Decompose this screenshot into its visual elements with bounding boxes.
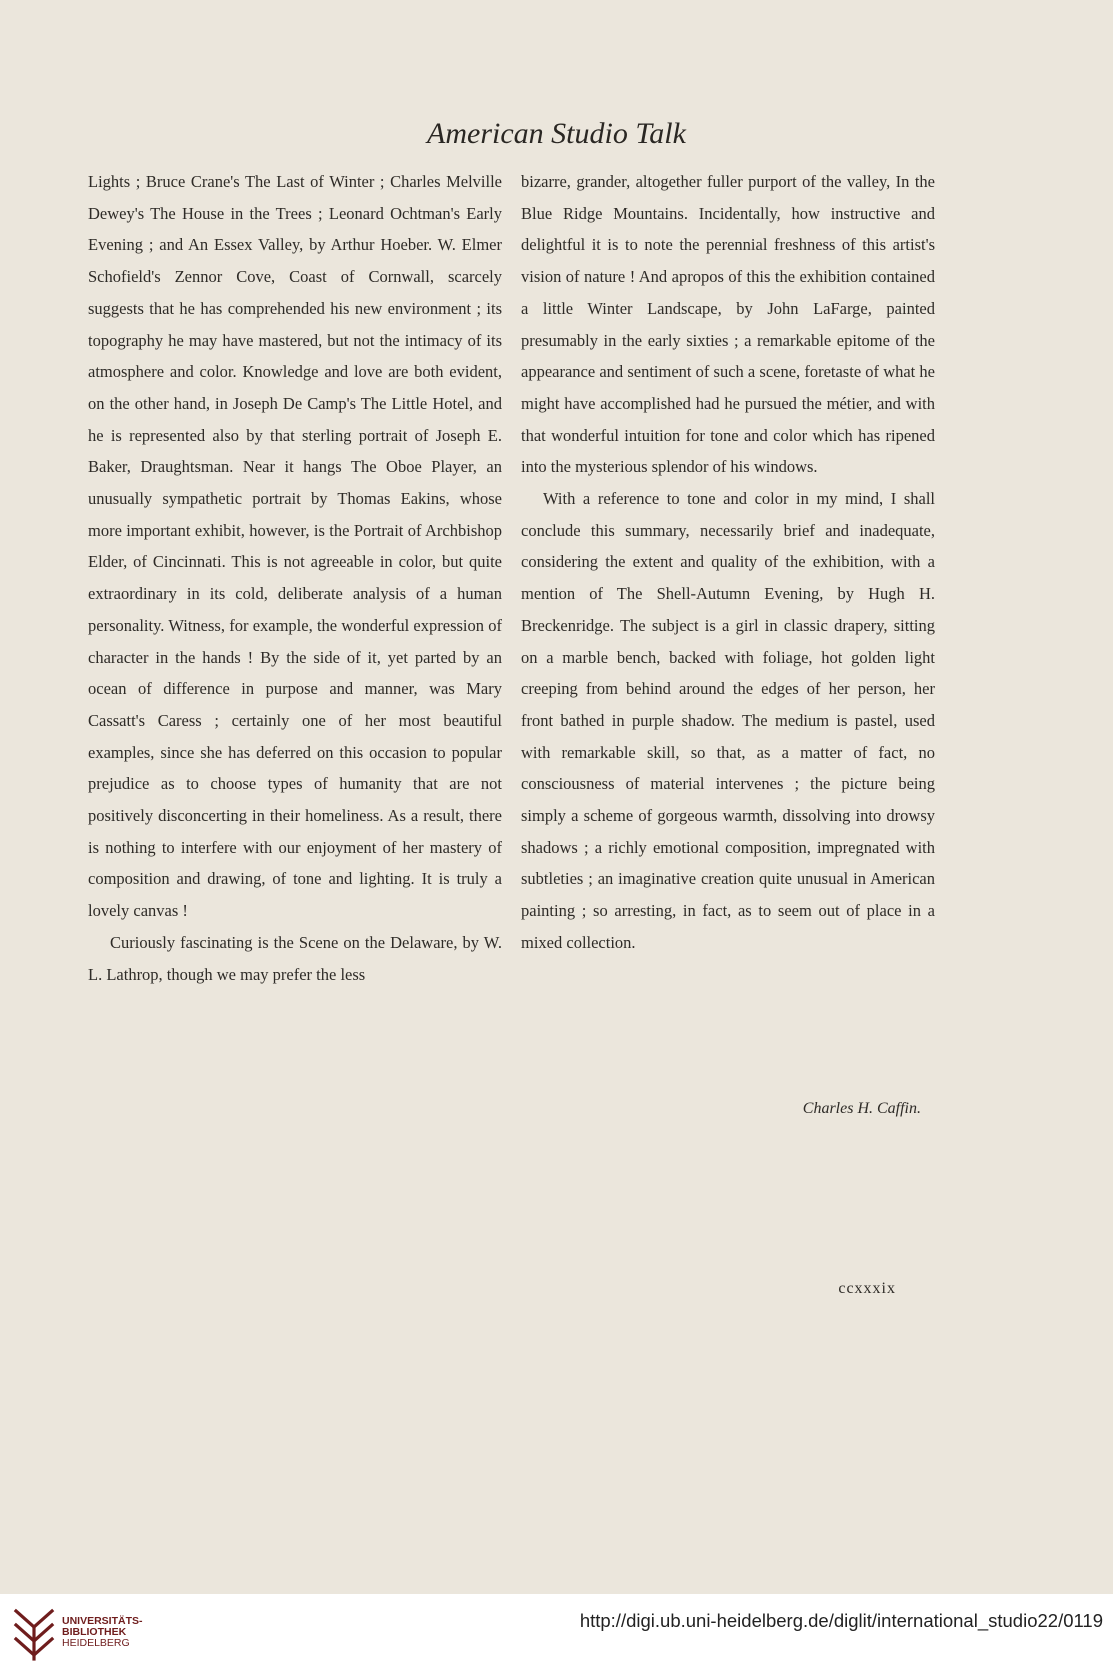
paragraph: bizarre, grander, altogether fuller purport of the valley, In the Blue Ridge Mountains. Incidentally, how instructive and delightful it is to note the perennial freshness of this artist's vision of nature ! And apropos of this the exhibition contained a little Winter Landscape, by John LaFarge, painted presumably in the early sixties ; a remarkable epitome of the appearance and sentiment of such a scene, foretaste of what he might have accomplished had he pursued the métier, and with that wonderful intuition for tone and color which has ripened into the mysterious splendor of his windows. <box>521 172 935 477</box>
viewer-footer <box>0 1594 1113 1674</box>
source-url-link[interactable]: http://digi.ub.uni-heidelberg.de/diglit/international_studio22/0119 <box>579 1610 1103 1631</box>
paragraph: Lights ; Bruce Crane's The Last of Winter ; Charles Melville Dewey's The House in the Trees ; Leonard Ochtman's Early Evening ; and An Essex Valley, by Arthur Hoeber. W. Elmer Schofield's Zennor Cove, Coast of Cornwall, scarcely suggests that he has comprehended his new environment ; its topography he may have mastered, but not the intimacy of its atmosphere and color. Knowledge and love are both evident, on the other hand, in Joseph De Camp's The Little Hotel, and he is represented also by that sterling portrait of Joseph E. Baker, Draughtsman. Near it hangs The Oboe Player, an unusually sympathetic portrait by Thomas Eakins, whose more important exhibit, however, is the Portrait of Archbishop Elder, of Cincinnati. This is not agreeable in color, but quite extraordinary in its cold, deliberate analysis of a human personality. Witness, for example, the wonderful expression of character in the hands ! By the side of it, yet parted by an ocean of difference in purpose and manner, was Mary Cassatt's Caress ; certainly one of her most beautiful examples, since she has deferred on this occasion to popular prejudice as to choose types of humanity that are not positively disconcerting in their homeliness. As a result, there is nothing to interfere with our enjoyment of her mastery of composition and drawing, of tone and lighting. It is truly a lovely canvas ! <box>88 172 502 921</box>
library-name-line: UNIVERSITÄTS- <box>62 1615 143 1627</box>
paragraph: Curiously fascinating is the Scene on the Delaware, by W. L. Lathrop, though we may prefer the less <box>88 932 502 984</box>
left-column <box>88 166 502 990</box>
library-name-line: HEIDELBERG <box>62 1637 130 1649</box>
page-number: ccxxxix <box>838 1280 896 1297</box>
library-name-line: BIBLIOTHEK <box>62 1626 127 1638</box>
author-signature: Charles H. Caffin. <box>802 1100 921 1117</box>
right-column <box>521 166 935 959</box>
paragraph: With a reference to tone and color in my mind, I shall conclude this summary, necessarily brief and inadequate, considering the extent and quality of the exhibition, with a mention of The Shell-Autumn Evening, by Hugh H. Breckenridge. The subject is a girl in classic drapery, sitting on a marble bench, backed with foliage, hot golden light creeping from behind around the edges of her person, her front bathed in purple shadow. The medium is pastel, used with remarkable skill, so that, as a matter of fact, no consciousness of material intervenes ; the picture being simply a scheme of gorgeous warmth, dissolving into drowsy shadows ; a richly emotional composition, impregnated with subtleties ; an imaginative creation quite unusual in American painting ; so arresting, in fact, as to seem out of place in a mixed collection. <box>521 489 935 952</box>
page-title: American Studio Talk <box>427 117 686 150</box>
library-name <box>62 1616 143 1649</box>
library-logo-icon <box>12 1607 56 1663</box>
